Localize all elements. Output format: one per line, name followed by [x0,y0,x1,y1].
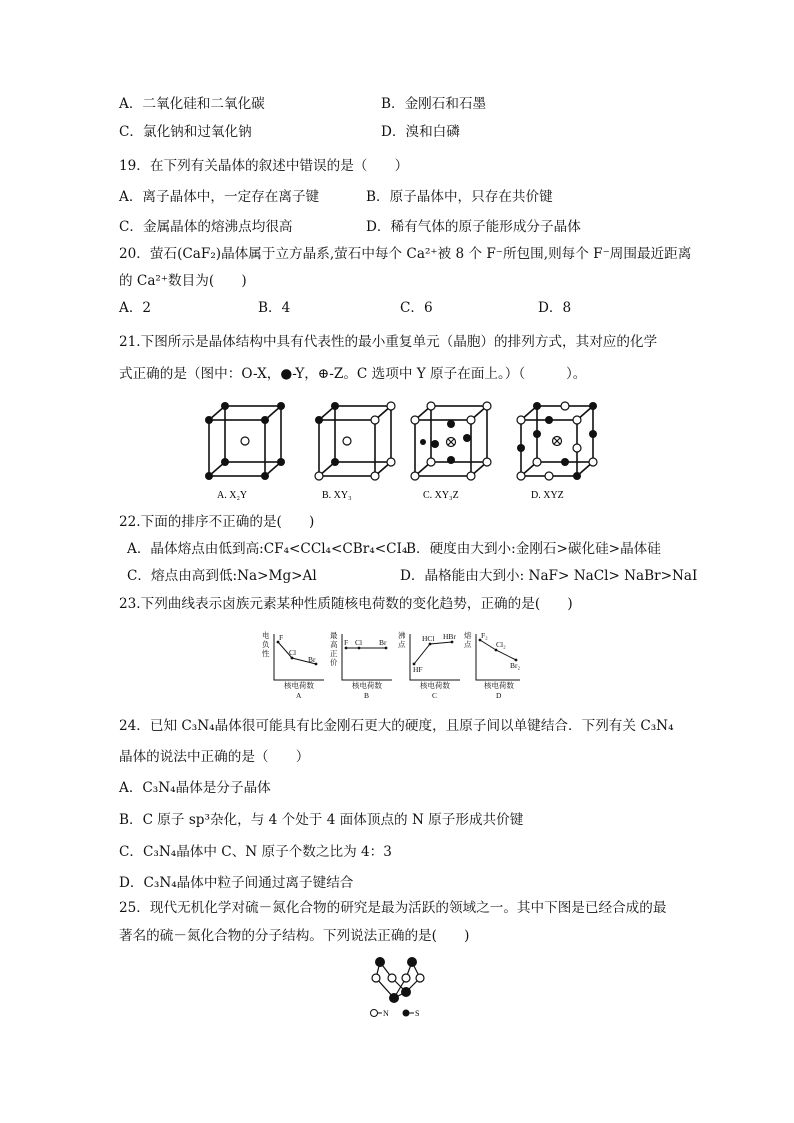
svg-text:A: A [296,691,302,700]
cell-label-a: A. X₂Y [217,490,248,501]
q25-stem-line2: 著名的硫－氮化合物的分子结构。下列说法正确的是( ) [119,928,470,944]
unit-cell-b [319,406,391,476]
svg-text:价: 价 [330,658,338,667]
q24-option-a: A．C₃N₄晶体是分子晶体 [119,780,271,796]
q20-option-b: B．4 [258,300,291,316]
svg-text:核电荷数: 核电荷数 [484,681,514,690]
svg-text:Cl₂: Cl₂ [496,640,506,649]
cell-label-d: D. XYZ [531,490,564,501]
svg-text:HF: HF [413,665,423,674]
q20-option-a: A．2 [119,300,152,316]
q23-trend-graphs [258,628,524,700]
svg-text:Cl: Cl [289,648,297,657]
q22-option-d: D．晶格能由大到小: NaF> NaCl> NaBr>NaI [400,568,698,584]
q25-stem-line1: 25．现代无机化学对硫－氮化合物的研究是最为活跃的领域之一。其中下图是已经合成的最 [119,900,667,916]
q20-stem-line2: 的 Ca²⁺数目为( ) [119,273,247,289]
q18-option-a: A．二氧化硅和二氧化碳 [119,96,265,112]
q25-molecule-structure [366,952,438,1022]
svg-text:F₂: F₂ [481,631,488,640]
q18-option-b: B．金刚石和石墨 [381,96,487,112]
svg-text:沸: 沸 [398,631,406,640]
q19-option-d: D．稀有气体的原子能形成分子晶体 [366,219,581,235]
q19-option-a: A．离子晶体中，一定存在离子键 [119,189,320,205]
svg-text:熔: 熔 [464,631,472,640]
q22-stem: 22.下面的排序不正确的是( ) [119,514,315,530]
q21-crystal-cells-figure [195,398,615,508]
q20-stem-line1: 20．萤石(CaF₂)晶体属于立方晶系,萤石中每个 Ca²⁺被 8 个 F⁻所包围,则每个 F⁻周围最近距离 [119,246,692,262]
svg-text:点: 点 [464,640,472,649]
svg-text:HBr: HBr [443,632,456,641]
q21-stem-line2: 式正确的是（图中：O-X，●-Y，⊕-Z。C 选项中 Y 原子在面上。）（ ）。 [119,366,587,382]
q22-option-c: C．熔点由高到低:Na>Mg>Al [127,568,317,584]
svg-text:核电荷数: 核电荷数 [420,681,450,690]
svg-text:性: 性 [262,649,270,658]
svg-text:B: B [364,691,370,700]
svg-text:Br₂: Br₂ [510,661,521,670]
q19-option-b: B．原子晶体中，只存在共价键 [366,189,553,205]
cell-label-c: C. XY₃Z [423,490,459,501]
q18-option-d: D．溴和白磷 [381,124,460,140]
svg-text:Br: Br [379,638,387,647]
svg-text:F: F [279,633,284,642]
svg-text:正: 正 [330,649,338,658]
q24-option-c: C．C₃N₄晶体中 C、N 原子个数之比为 4：3 [119,844,392,860]
q19-option-c: C．金属晶体的熔沸点均很高 [119,219,293,235]
q20-option-c: C．6 [400,300,433,316]
svg-text:核电荷数: 核电荷数 [284,681,314,690]
q20-option-d: D．8 [538,300,572,316]
q24-stem-line1: 24．已知 C₃N₄晶体很可能具有比金刚石更大的硬度，且原子间以单键结合．下列有关 C₃N₄ [119,718,674,734]
svg-text:最: 最 [330,631,338,640]
svg-text:负: 负 [262,640,270,649]
q24-option-d: D．C₃N₄晶体中粒子间通过离子键结合 [119,875,354,891]
svg-text:点: 点 [398,640,406,649]
legend-n: N [383,1009,389,1018]
cell-label-b: B. XY₃ [322,490,352,501]
svg-text:F: F [344,638,349,647]
q24-option-b: B．C 原子 sp³杂化，与 4 个处于 4 面体顶点的 N 原子形成共价键 [119,812,524,828]
legend-s: S [415,1009,420,1018]
q18-option-c: C．氯化钠和过氧化钠 [119,124,252,140]
svg-text:D: D [496,691,502,700]
svg-text:C: C [432,691,438,700]
q21-stem-line1: 21.下图所示是晶体结构中具有代表性的最小重复单元（晶胞）的排列方式，其对应的化学 [119,334,658,350]
svg-text:电: 电 [262,631,270,640]
svg-text:Br: Br [308,655,316,664]
svg-text:核电荷数: 核电荷数 [352,681,382,690]
svg-text:高: 高 [330,640,338,649]
svg-text:Cl: Cl [355,638,363,647]
q24-stem-line2: 晶体的说法中正确的是（ ） [119,749,310,765]
svg-text:HCl: HCl [422,634,435,643]
q22-option-b: B．硬度由大到小:金刚石>碳化硅>晶体硅 [406,541,661,557]
q19-stem: 19．在下列有关晶体的叙述中错误的是（ ） [119,158,409,174]
q22-option-a: A．晶体熔点由低到高:CF₄<CCl₄<CBr₄<CI₄ [127,541,408,557]
q23-stem: 23.下列曲线表示卤族元素某种性质随核电荷数的变化趋势，正确的是( ) [119,596,573,612]
